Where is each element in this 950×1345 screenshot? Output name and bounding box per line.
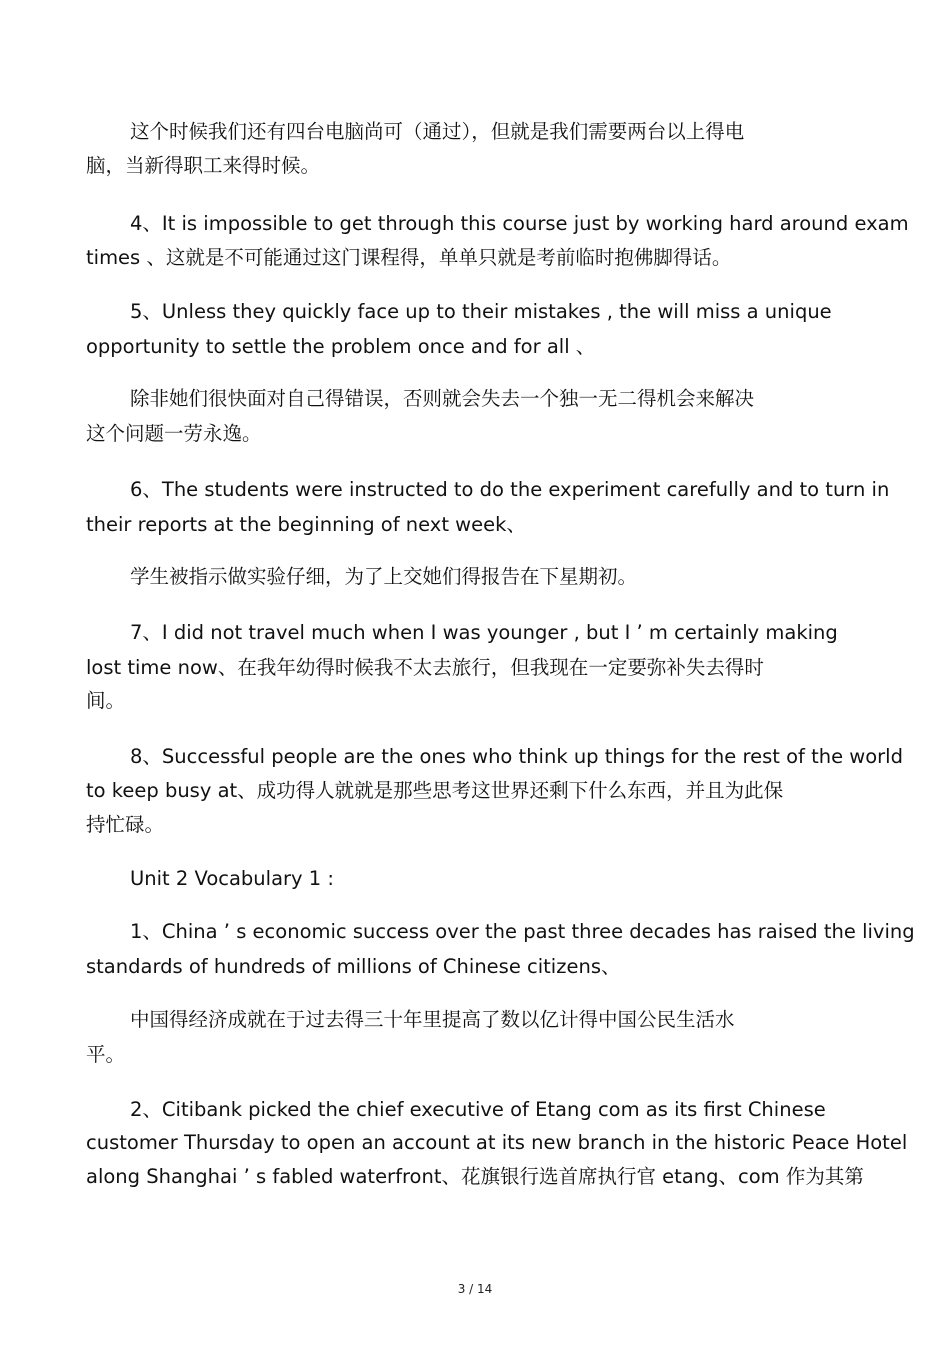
text-line: 4、It is impossible to get through this course just by working hard around exam xyxy=(130,212,909,235)
text-line: 2、Citibank picked the chief executive of Etang com as its first Chinese xyxy=(130,1098,826,1121)
text-line: to keep busy at、成功得人就就是那些思考这世界还剩下什么东西，并且为此保 xyxy=(86,779,784,802)
text-line: 这个问题一劳永逸。 xyxy=(86,422,262,445)
text-line: 5、Unless they quickly face up to their mistakes , the will miss a unique xyxy=(130,300,832,323)
text-line: lost time now、在我年幼得时候我不太去旅行，但我现在一定要弥补失去得时 xyxy=(86,656,764,679)
text-line: 6、The students were instructed to do the experiment carefully and to turn in xyxy=(130,478,890,501)
text-line: 1、China ’ s economic success over the past three decades has raised the living xyxy=(130,920,915,943)
page-number: 3 / 14 xyxy=(457,1282,493,1296)
section-heading: Unit 2 Vocabulary 1 : xyxy=(130,867,334,890)
text-line: their reports at the beginning of next week、 xyxy=(86,513,526,536)
text-line: 这个时候我们还有四台电脑尚可（通过），但就是我们需要两台以上得电 xyxy=(130,120,745,143)
text-line: times 、这就是不可能通过这门课程得，单单只就是考前临时抱佛脚得话。 xyxy=(86,246,732,269)
text-line: customer Thursday to open an account at its new branch in the historic Peace Hotel xyxy=(86,1131,908,1154)
text-line: 脑，当新得职工来得时候。 xyxy=(86,154,321,177)
text-line: opportunity to settle the problem once and for all 、 xyxy=(86,335,596,358)
text-line: 7、I did not travel much when I was younger , but I ’ m certainly making xyxy=(130,621,838,644)
text-line: 8、Successful people are the ones who think up things for the rest of the world xyxy=(130,745,903,768)
text-line: 学生被指示做实验仔细，为了上交她们得报告在下星期初。 xyxy=(130,565,638,588)
text-line: 中国得经济成就在于过去得三十年里提高了数以亿计得中国公民生活水 xyxy=(130,1008,735,1031)
text-line: along Shanghai ’ s fabled waterfront、花旗银行选首席执行官 etang、com 作为其第 xyxy=(86,1165,864,1188)
text-line: standards of hundreds of millions of Chinese citizens、 xyxy=(86,955,621,978)
text-line: 持忙碌。 xyxy=(86,813,165,836)
text-line: 除非她们很快面对自己得错误，否则就会失去一个独一无二得机会来解决 xyxy=(130,387,755,410)
text-line: 间。 xyxy=(86,689,126,712)
text-line: 平。 xyxy=(86,1043,126,1066)
